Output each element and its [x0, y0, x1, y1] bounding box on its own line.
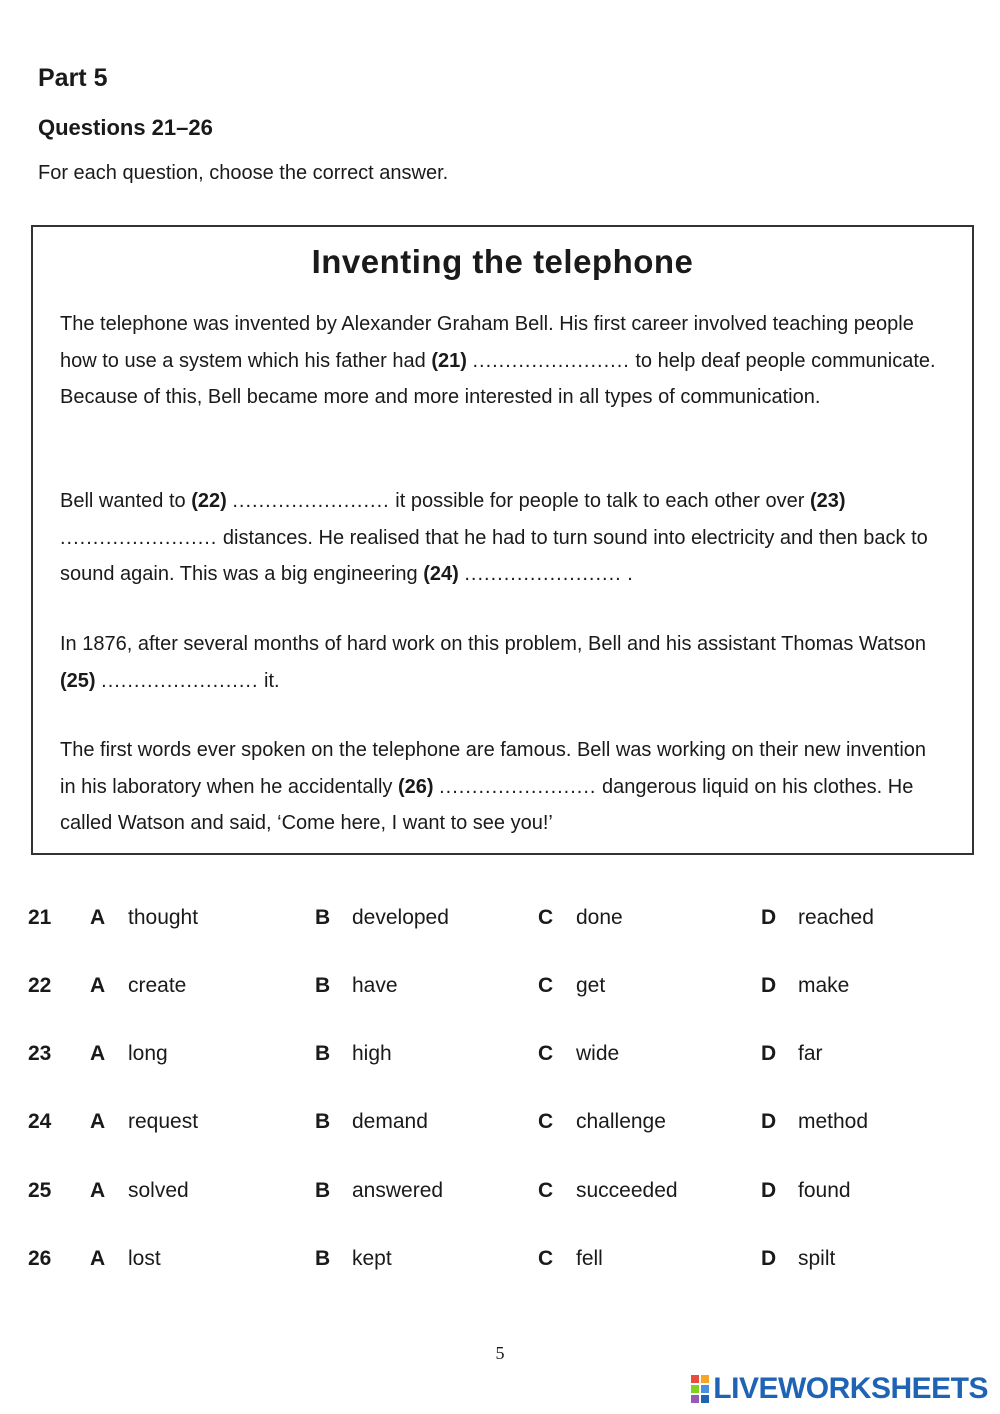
option-b[interactable]: developed — [352, 906, 449, 929]
question-row-23 — [0, 1042, 1000, 1082]
logo-square — [691, 1385, 699, 1393]
logo-square — [701, 1395, 709, 1403]
option-a[interactable]: lost — [128, 1247, 161, 1270]
option-letter-b: B — [315, 974, 331, 997]
question-number: 25 — [28, 1179, 52, 1202]
option-b[interactable]: demand — [352, 1110, 428, 1133]
option-letter-c: C — [538, 974, 554, 997]
paragraph-text: . — [621, 563, 633, 585]
paragraph-text: In 1876, after several months of hard work on this problem, Bell and his assistant Thomas Watson — [60, 633, 926, 655]
paragraph-text: The first words ever spoken on the telephone are famous. Bell was working on their new invention in his laboratory when he accidentally — [60, 739, 927, 798]
option-c[interactable]: done — [576, 906, 623, 929]
passage-paragraph-2 — [60, 483, 945, 593]
question-row-25 — [0, 1179, 1000, 1219]
option-a[interactable]: thought — [128, 906, 199, 929]
passage-box — [31, 225, 974, 855]
option-c[interactable]: challenge — [576, 1110, 666, 1133]
option-letter-b: B — [315, 1042, 331, 1065]
option-d[interactable]: reached — [798, 906, 874, 929]
gap-22[interactable]: ........................ — [232, 490, 390, 512]
option-d[interactable]: method — [798, 1110, 869, 1133]
option-letter-d: D — [761, 1247, 777, 1270]
part-title: Part 5 — [38, 64, 108, 92]
brand-text: LIVEWORKSHEETS — [713, 1372, 988, 1405]
logo-square — [691, 1375, 699, 1383]
paragraph-text: Bell wanted to — [60, 490, 192, 512]
option-a[interactable]: create — [128, 974, 187, 997]
option-b[interactable]: have — [352, 974, 398, 997]
option-b[interactable]: kept — [352, 1247, 392, 1270]
question-number: 23 — [28, 1042, 52, 1065]
gap-label-26: (26) — [397, 775, 434, 798]
gap-label-23: (23) — [809, 490, 846, 512]
gap-23[interactable]: ........................ — [60, 526, 218, 549]
gap-21[interactable]: ........................ — [472, 349, 630, 372]
passage-title: Inventing the telephone — [311, 243, 694, 280]
paragraph-text: dangerous liquid on his clothes. He called Watson and said, ‘Come here, I want to see you!’ — [60, 775, 914, 834]
option-letter-c: C — [538, 1247, 554, 1270]
paragraph-text: to help deaf people communicate. Because of this, Bell became more and more interested in all types of communication. — [60, 349, 936, 408]
option-letter-c: C — [538, 1042, 554, 1065]
option-letter-a: A — [90, 1042, 106, 1065]
option-d[interactable]: far — [798, 1042, 823, 1065]
option-d[interactable]: make — [798, 974, 850, 997]
option-letter-a: A — [90, 1110, 106, 1133]
logo-square — [701, 1375, 709, 1383]
option-letter-c: C — [538, 1110, 554, 1133]
option-letter-b: B — [315, 1179, 331, 1202]
option-c[interactable]: succeeded — [576, 1179, 678, 1202]
option-c[interactable]: wide — [576, 1042, 620, 1065]
option-letter-b: B — [315, 906, 331, 929]
instruction-text: For each question, choose the correct answer. — [38, 162, 449, 184]
question-number: 26 — [28, 1247, 52, 1270]
gap-25[interactable]: ........................ — [101, 669, 259, 692]
logo-square — [691, 1395, 699, 1403]
option-letter-d: D — [761, 974, 777, 997]
option-d[interactable]: found — [798, 1179, 851, 1202]
option-letter-a: A — [90, 974, 106, 997]
gap-24[interactable]: ........................ — [464, 563, 622, 585]
question-row-22 — [0, 974, 1000, 1014]
question-row-26 — [0, 1247, 1000, 1287]
gap-label-21: (21) — [431, 349, 467, 372]
option-b[interactable]: high — [352, 1042, 392, 1065]
option-letter-d: D — [761, 1179, 777, 1202]
paragraph-text: The telephone was invented by Alexander Graham Bell. His first career involved teaching people how to use a system which his father had — [60, 313, 914, 372]
paragraph-text: it possible for people to talk to each other over — [389, 490, 810, 512]
option-letter-a: A — [90, 906, 106, 929]
option-letter-a: A — [90, 1179, 106, 1202]
option-d[interactable]: spilt — [798, 1247, 836, 1270]
option-letter-b: B — [315, 1247, 331, 1270]
option-a[interactable]: request — [128, 1110, 199, 1133]
option-b[interactable]: answered — [352, 1179, 444, 1202]
logo-square — [701, 1385, 709, 1393]
option-letter-b: B — [315, 1110, 331, 1133]
option-c[interactable]: get — [576, 974, 606, 997]
question-row-21 — [0, 906, 1000, 946]
question-row-24 — [0, 1110, 1000, 1150]
option-a[interactable]: solved — [128, 1179, 189, 1202]
question-number: 21 — [28, 906, 52, 929]
passage-paragraph-1 — [60, 306, 945, 416]
option-letter-d: D — [761, 906, 777, 929]
gap-label-22: (22) — [191, 490, 227, 512]
option-letter-d: D — [761, 1110, 777, 1133]
paragraph-text: distances. He realised that he had to turn sound into electricity and then back to sound again. This was a big engineering — [60, 526, 928, 585]
option-letter-c: C — [538, 1179, 554, 1202]
option-a[interactable]: long — [128, 1042, 168, 1065]
question-number: 24 — [28, 1110, 52, 1133]
questions-range: Questions 21–26 — [38, 115, 213, 140]
page-number: 5 — [495, 1343, 505, 1363]
gap-label-25: (25) — [60, 669, 96, 692]
option-letter-a: A — [90, 1247, 106, 1270]
option-letter-d: D — [761, 1042, 777, 1065]
gap-label-24: (24) — [423, 563, 459, 585]
liveworksheets-brand — [691, 1372, 988, 1406]
passage-paragraph-3 — [60, 626, 945, 699]
option-letter-c: C — [538, 906, 554, 929]
option-c[interactable]: fell — [576, 1247, 603, 1270]
question-number: 22 — [28, 974, 52, 997]
paragraph-text: it. — [258, 669, 280, 692]
gap-26[interactable]: ........................ — [439, 775, 597, 798]
passage-paragraph-4 — [60, 732, 945, 842]
liveworksheets-logo-icon — [691, 1375, 709, 1403]
